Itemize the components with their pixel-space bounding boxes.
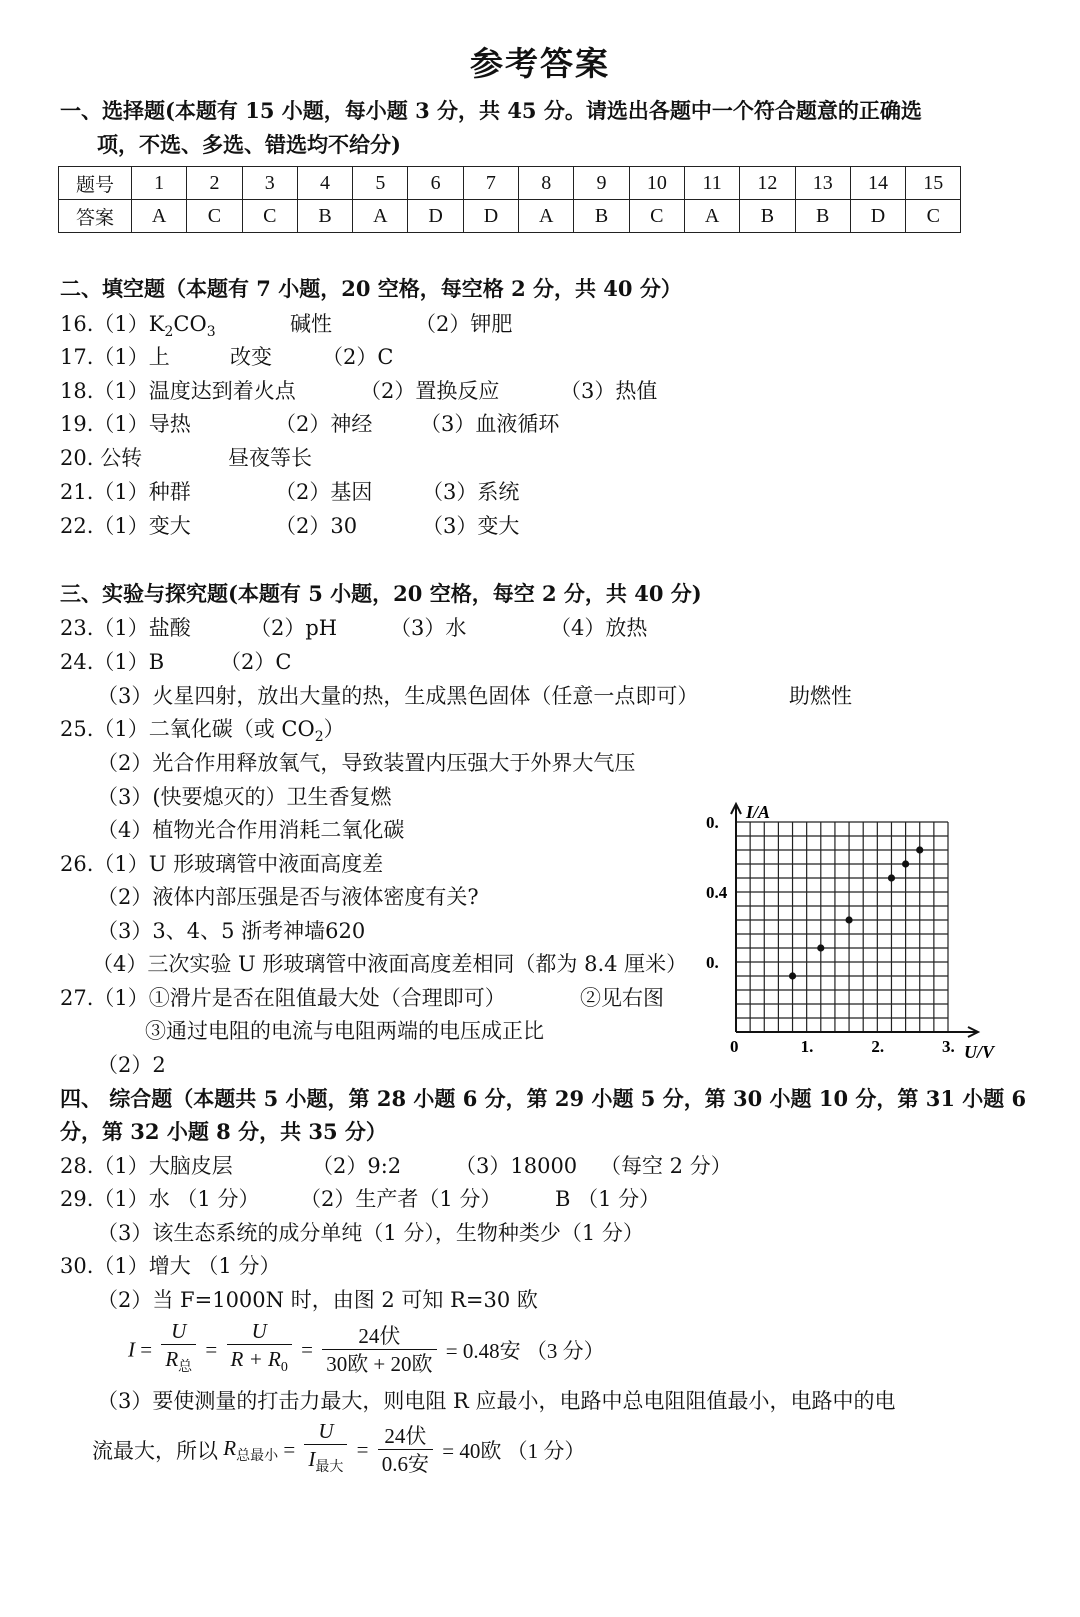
section4-heading-line2: 分，第 32 小题 8 分，共 35 分） (60, 1119, 387, 1144)
q21-answer-a: 21.（1）种群 (60, 480, 191, 504)
q24-answer-b: （2）C (220, 650, 292, 674)
q16-formula: $K_2CO_3$ (148, 312, 216, 341)
q27-answer-1b: ②见右图 (580, 986, 664, 1010)
q22-answer-c: （3）变大 (422, 514, 520, 538)
answer-cell: C (906, 200, 961, 233)
section3-heading: 三、实验与探究题(本题有 5 小题，20 空格，每空 2 分，共 40 分) (60, 581, 702, 606)
answer-cell: D (850, 200, 905, 233)
q29-answer-a: 29.（1）水 （1 分） (60, 1187, 260, 1211)
graph-points (789, 846, 923, 979)
row-label-number: 题号 (59, 167, 132, 200)
answer-cell: B (795, 200, 850, 233)
y-tick-label: 0. (706, 953, 719, 972)
q22-answer-b: （2）30 (275, 514, 358, 538)
q17-answer-b: 改变 (230, 345, 272, 369)
q19-answer-a: 19.（1）导热 (60, 412, 191, 436)
graph-origin-label: 0 (730, 1037, 739, 1056)
y-tick-label: 0.4 (706, 883, 728, 902)
q17-answer-a: 17.（1）上 (60, 345, 170, 369)
q16-answer-b: 碱性 (290, 312, 332, 336)
data-point (789, 972, 796, 979)
q28-answer-c: （3）18000 (455, 1154, 578, 1178)
x-tick-label: 3. (942, 1037, 955, 1056)
answer-cell: D (463, 200, 518, 233)
q22-answer-a: 22.（1）变大 (60, 514, 191, 538)
q21-answer-c: （3）系统 (422, 480, 520, 504)
q25-line2: （2）光合作用释放氧气，导致装置内压强大于外界大气压 (97, 751, 636, 775)
q30-equation-1: I = $\frac{U}{R_总}$ = $\frac{U}{R + R_0}$ = $\frac{\text{24伏}}{\text{30欧 + 20欧}}$ = 0.48安 （3 分） (128, 1319, 605, 1376)
iu-graph (700, 800, 1000, 1070)
q23-answer-c: （3）水 (390, 616, 467, 640)
q26-line1: 26.（1）U 形玻璃管中液面高度差 (60, 852, 384, 876)
q22-line (60, 511, 860, 541)
q20-answer-b: 昼夜等长 (228, 446, 312, 470)
y-tick-label: 0. (706, 813, 719, 832)
question-number-cell: 12 (740, 167, 795, 200)
q29-answer-b: （2）生产者（1 分） (300, 1187, 502, 1211)
answer-cell: C (242, 200, 297, 233)
q19-answer-c: （3）血液循环 (420, 412, 560, 436)
data-point (888, 874, 895, 881)
q27-line1 (60, 983, 700, 1013)
answer-cell: A (684, 200, 739, 233)
x-axis (736, 1027, 978, 1037)
answer-cell: A (519, 200, 574, 233)
q18-answer-b: （2）置换反应 (360, 379, 500, 403)
q24-line1 (60, 647, 860, 677)
page-title: 参考答案 (470, 44, 610, 83)
q20-line (60, 443, 860, 473)
q21-answer-b: （2）基因 (275, 480, 373, 504)
q16-answer-c: （2）钾肥 (415, 312, 513, 336)
section1-heading-line2: 项，不选、多选、错选均不给分) (97, 132, 401, 157)
question-number-cell: 6 (408, 167, 463, 200)
answer-cell: A (353, 200, 408, 233)
q19-answer-b: （2）神经 (275, 412, 373, 436)
q27-line2: ③通过电阻的电流与电阻两端的电压成正比 (145, 1019, 544, 1043)
graph-grid (736, 822, 948, 1032)
question-number-cell: 3 (242, 167, 297, 200)
q17-answer-c: （2）C (322, 345, 394, 369)
question-number-cell: 1 (132, 167, 187, 200)
answer-cell: B (574, 200, 629, 233)
q18-answer-a: 18.（1）温度达到着火点 (60, 379, 296, 403)
question-number-cell: 5 (353, 167, 408, 200)
data-point (845, 916, 852, 923)
q19-line (60, 409, 860, 439)
y-axis (731, 804, 741, 1032)
q23-answer-d: （4）放热 (550, 616, 648, 640)
q23-answer-a: 23.（1）盐酸 (60, 616, 191, 640)
q28-answer-d: （每空 2 分） (600, 1154, 732, 1178)
q29-line1 (60, 1184, 860, 1214)
q26-line4: （4）三次实验 U 形玻璃管中液面高度差相同（都为 8.4 厘米） (92, 952, 688, 976)
section4-heading-line1: 四、 综合题（本题共 5 小题，第 28 小题 6 分，第 29 小题 5 分，第 30 小题 10 分，第 31 小题 6 (60, 1086, 1027, 1111)
section2-heading: 二、填空题（本题有 7 小题，20 空格，每空格 2 分，共 40 分） (60, 276, 682, 301)
question-number-cell: 14 (850, 167, 905, 200)
question-number-cell: 2 (187, 167, 242, 200)
q24-answer-3: （3）火星四射，放出大量的热，生成黑色固体（任意一点即可） (97, 684, 699, 708)
answer-cell: C (187, 200, 242, 233)
question-number-cell: 7 (463, 167, 518, 200)
q18-line (60, 376, 860, 406)
question-number-cell: 13 (795, 167, 850, 200)
graph-y-label: I/A (746, 802, 771, 822)
q23-line (60, 613, 860, 643)
answer-cell: C (629, 200, 684, 233)
question-number-cell: 4 (297, 167, 352, 200)
q26-line2: （2）液体内部压强是否与液体密度有关? (97, 885, 479, 909)
q18-answer-c: （3）热值 (560, 379, 658, 403)
q23-answer-b: （2）pH (250, 616, 338, 640)
q17-line (60, 342, 760, 372)
q28-line (60, 1151, 860, 1181)
answer-cell: D (408, 200, 463, 233)
q29-answer-c: B （1 分） (555, 1187, 661, 1211)
q30-equation-2: 流最大，所以 $R_{总最小}$ = $\frac{U}{I_{最大}}$ = $\frac{\text{24伏}}{\text{0.6安}}$ = 40欧 （1 分） (92, 1419, 586, 1476)
q24-answer-3b: 助燃性 (789, 684, 852, 708)
answer-cell: B (740, 200, 795, 233)
answer-cell: B (297, 200, 352, 233)
q25-line3: （3）(快要熄灭的）卫生香复燃 (97, 785, 392, 809)
q25-line4: （4）植物光合作用消耗二氧化碳 (97, 818, 405, 842)
table-row-answers (59, 200, 961, 233)
q24-answer-a: 24.（1）B (60, 650, 165, 674)
q30-line3: （3）要使测量的打击力最大，则电阻 R 应最小，电路中总电阻阻值最小，电路中的电 (97, 1389, 896, 1413)
data-point (902, 860, 909, 867)
row-label-answer: 答案 (59, 200, 132, 233)
data-point (916, 846, 923, 853)
section1-heading-line1: 一、选择题(本题有 15 小题，每小题 3 分，共 45 分。请选出各题中一个符合题意的正确选 (60, 98, 922, 123)
answer-cell: A (132, 200, 187, 233)
question-number-cell: 10 (629, 167, 684, 200)
question-number-cell: 8 (519, 167, 574, 200)
question-number-cell: 15 (906, 167, 961, 200)
q28-answer-b: （2）9:2 (312, 1154, 402, 1178)
x-tick-label: 2. (871, 1037, 885, 1056)
q25-line1: 25.（1）二氧化碳（或 $CO_2$） (60, 717, 345, 746)
q30-line2: （2）当 F=1000N 时，由图 2 可知 R=30 欧 (97, 1288, 538, 1312)
q27-line3: （2）2 (97, 1053, 166, 1077)
q16-number: 16.（1） (60, 312, 149, 336)
q26-line3: （3）3、4、5 浙考神墙620 (97, 919, 366, 943)
q21-line (60, 477, 860, 507)
question-number-cell: 11 (684, 167, 739, 200)
q29-line2: （3）该生态系统的成分单纯（1 分），生物种类少（1 分） (97, 1221, 644, 1245)
q27-answer-1a: 27.（1）①滑片是否在阻值最大处（合理即可） (60, 986, 506, 1010)
answer-table (58, 166, 961, 233)
q24-line2 (97, 681, 957, 711)
table-row-numbers (59, 167, 961, 200)
q20-answer-a: 20. 公转 (60, 446, 143, 470)
q30-line1: 30.（1）增大 （1 分） (60, 1254, 281, 1278)
graph-x-label: U/V (964, 1042, 995, 1062)
x-tick-label: 1. (800, 1037, 814, 1056)
question-number-cell: 9 (574, 167, 629, 200)
data-point (817, 944, 824, 951)
q28-answer-a: 28.（1）大脑皮层 (60, 1154, 233, 1178)
